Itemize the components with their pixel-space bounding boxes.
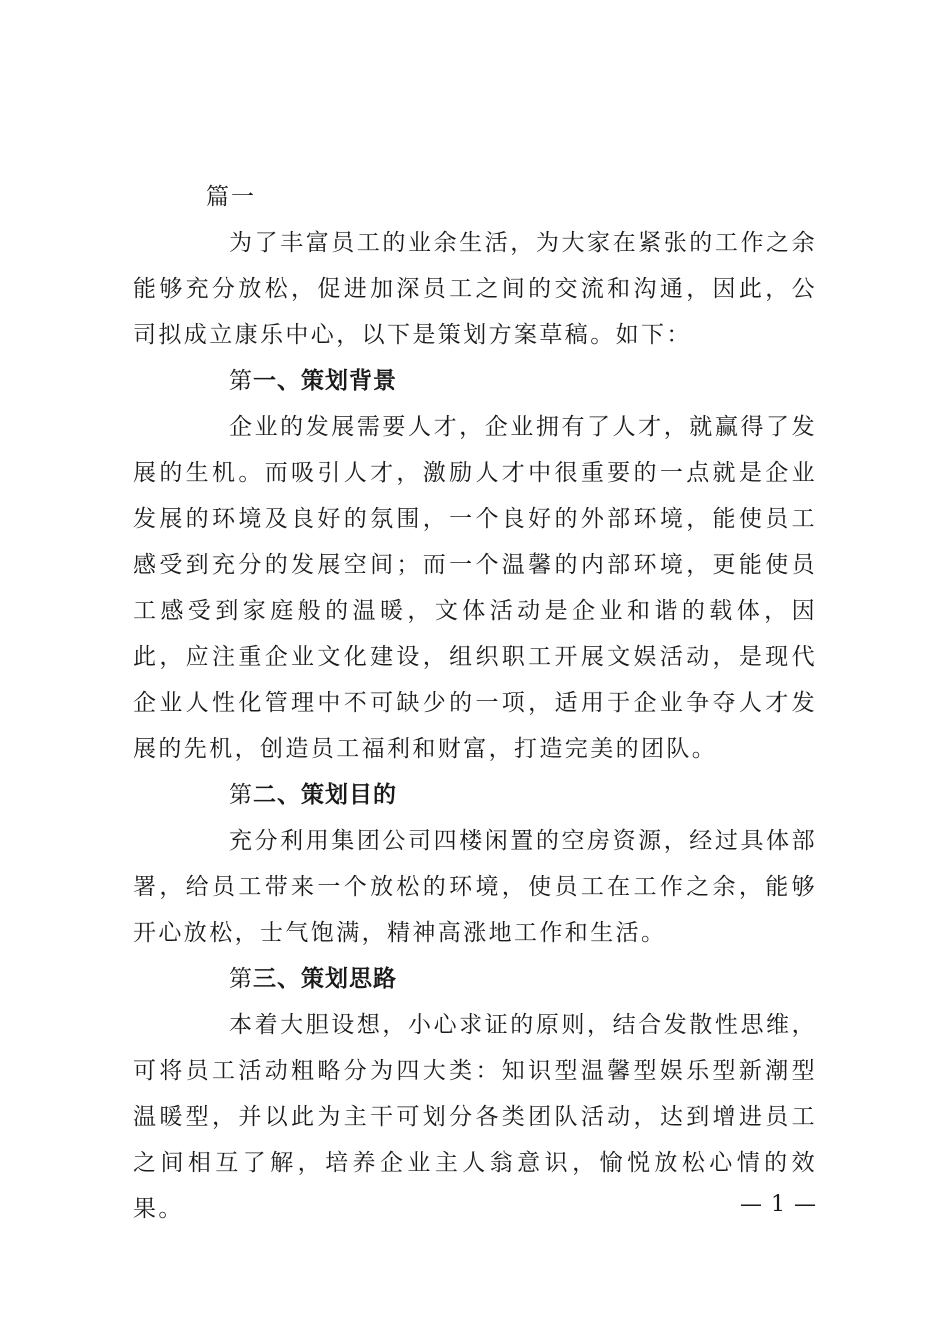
heading-approach bbox=[133, 956, 817, 1002]
heading-background bbox=[133, 358, 817, 404]
heading-prefix: 第 bbox=[229, 782, 253, 808]
heading-text: 三、策划思路 bbox=[253, 965, 397, 992]
paragraph-purpose: 充分利用集团公司四楼闲置的空房资源，经过具体部署，给员工带来一个放松的环境，使员工在工作之余，能够开心放松，士气饱满，精神高涨地工作和生活。 bbox=[133, 828, 817, 946]
paragraph-approach: 本着大胆设想，小心求证的原则，结合发散性思维，可将员工活动粗略分为四大类：知识型温馨型娱乐型新潮型温暖型，并以此为主干可划分各类团队活动，达到增进员工之间相互了解，培养企业主人翁意识，愉悦放松心情的效果。 bbox=[133, 1012, 817, 1222]
heading-text: 二、策划目的 bbox=[253, 781, 397, 808]
heading-text: 一、策划背景 bbox=[253, 367, 397, 394]
heading-prefix: 第 bbox=[229, 966, 253, 992]
paragraph-background: 企业的发展需要人才，企业拥有了人才，就赢得了发展的生机。而吸引人才，激励人才中很重要的一点就是企业发展的环境及良好的氛围，一个良好的外部环境，能使员工感受到充分的发展空间；而一个温馨的内部环境，更能使员工感受到家庭般的温暖，文体活动是企业和谐的载体，因此，应注重企业文化建设，组织职工开展文娱活动，是现代企业人性化管理中不可缺少的一项，适用于企业争夺人才发展的先机，创造员工福利和财富，打造完美的团队。 bbox=[133, 414, 817, 762]
heading-prefix: 第 bbox=[229, 368, 253, 394]
document-body bbox=[133, 220, 817, 1232]
page-number: — 1 — bbox=[740, 1192, 817, 1217]
intro-paragraph: 为了丰富员工的业余生活，为大家在紧张的工作之余能够充分放松，促进加深员工之间的交流和沟通，因此，公司拟成立康乐中心，以下是策划方案草稿。如下： bbox=[133, 230, 817, 348]
heading-purpose bbox=[133, 772, 817, 818]
section-label: 篇一 bbox=[206, 184, 256, 210]
